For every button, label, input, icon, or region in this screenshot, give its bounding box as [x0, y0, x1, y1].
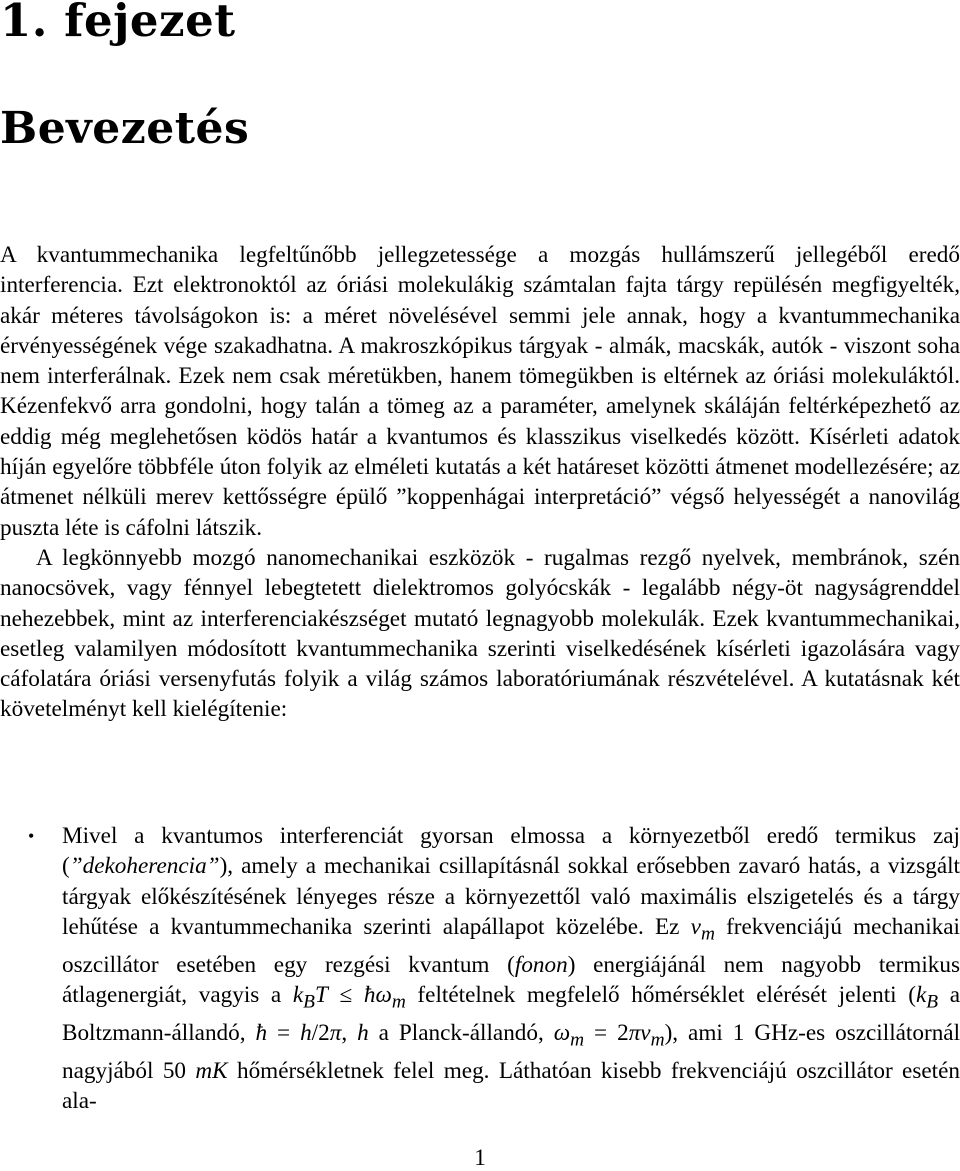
paragraph: A legkönnyebb mozgó nanomechanikai eszközök - rugalmas rezgő nyelvek, membránok, szén nanocsövek, vagy fénnyel lebegtetett dielektromos golyócskák - legalább négy-öt nagyságrenddel nehezebbek, mint az interferenciakészséget mutató legnagyobb molekulák. Ezek kvantummechanikai, esetleg valamilyen módosított kvantummechanika szerinti viselkedésének kísérleti igazolására vagy cáfolatára óriási versenyfutás folyik a világ számos laboratóriumának részvételével. A kutatásnak két követelményt kell kielégítenie: [0, 544, 960, 723]
page-number: 1 [474, 1145, 486, 1171]
requirements-list [0, 821, 960, 1117]
paragraph: A kvantummechanika legfeltűnőbb jellegzetessége a mozgás hullámszerű jellegéből eredő interferencia. Ezt elektronoktól az óriási molekulákig számtalan fajta tárgy repülésén megfigyelték, akár méteres távolságokon is: a méret növelésével semmi jele annak, hogy a kvantummechanika érvényességének vége szakadhatna. A makroszkópikus tárgyak - almák, macskák, autók - viszont soha nem interferálnak. Ezek nem csak méretükben, hanem tömegükben is eltérnek az óriási molekuláktól. Kézenfekvő arra gondolni, hogy talán a tömeg az a paraméter, amelynek skáláján feltérképezhető az eddig még meglehetősen ködös határ a kvantumos és klasszikus viselkedés között. Kísérleti adatok híján egyelőre többféle úton folyik az elméleti kutatás a két határeset közötti átmenet modellezésére; az átmenet nélküli merev kettősségre épülő ”koppenhágai interpretáció” végső helyességét a nanovilág puszta léte is cáfolni látszik. [0, 242, 960, 541]
bullet-icon: • [28, 826, 35, 846]
chapter-heading: 1. fejezet [0, 0, 236, 47]
body-text [0, 240, 960, 725]
chapter-title: Bevezetés [0, 103, 250, 154]
list-item [0, 821, 960, 1117]
list-item-text: Mivel a kvantumos interferenciát gyorsan elmossa a környezetből eredő termikus zaj (”dekoherencia”), amely a mechanikai csillapításnál sokkal erősebben zavaró hatás, a vizsgált tárgyak előkészítésének lényeges része a környezettől való maximális elszigetelés és a tárgy lehűtése a kvantummechanika szerinti alapállapot közelébe. Ez $\nu_m$ frekvenciájú mechanikai oszcillátor esetében egy rezgési kvantum (fonon) energiájánál nem nagyobb termikus átlagenergiát, vagyis a $k_BT$ ≤ $ħ\omega_m$ feltételnek megfelelő hőmérséklet elérését jelenti ($k_B$ a Boltzmann-állandó, ħ = h/2π, h a Planck-állandó, $\omega_m = 2\pi\nu_m$), ami 1 GHz-es oszcillátornál nagyjából 50 mK hőmérsékletnek felel meg. Láthatóan kisebb frekvenciájú oszcillátor esetén ala- [62, 823, 960, 1115]
